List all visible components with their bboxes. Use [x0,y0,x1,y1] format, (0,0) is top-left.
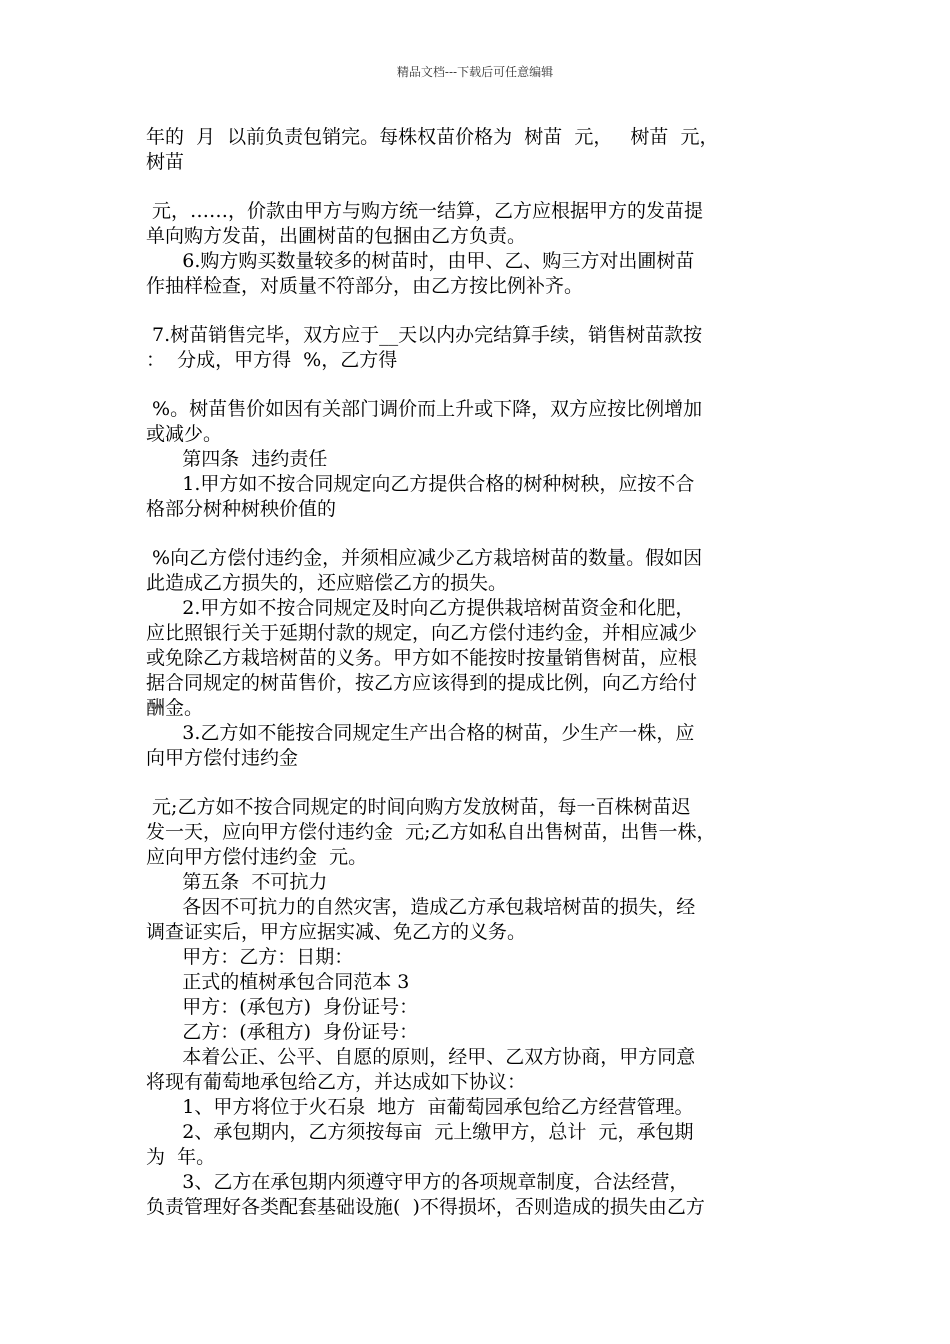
text-line: 3.乙方如不能按合同规定生产出合格的树苗，少生产一株，应 [146,722,695,744]
text-line: ： 分成，甲方得 %，乙方得 [146,349,398,371]
text-line: 为 年。 [146,1146,216,1168]
text-line: 6.购方购买数量较多的树苗时，由甲、乙、购三方对出圃树苗 [146,250,695,272]
text-line: 7.树苗销售完毕，双方应于__天以内办完结算手续，销售树苗款按 [146,324,703,346]
text-line: 发一天，应向甲方偿付违约金 元;乙方如私自出售树苗，出售一株， [146,821,716,843]
text-line: 2.甲方如不按合同规定及时向乙方提供栽培树苗资金和化肥， [146,597,695,619]
document-body [146,125,814,1220]
text-line: 调查证实后，甲方应据实减、免乙方的义务。 [146,921,527,943]
text-line: 年的 月 以前负责包销完。每株权苗价格为 树苗 元， 树苗 元， [146,126,719,148]
paragraph-gap [146,373,814,397]
page-header: 精品文档---下载后可任意编辑 [396,65,554,79]
text-line: 第四条 违约责任 [146,448,328,470]
text-line: 应向甲方偿付违约金 元。 [146,846,368,868]
text-line: 乙方：(承租方) 身份证号： [146,1021,419,1043]
text-line: 正式的植树承包合同范本 3 [146,971,410,993]
text-line: 1、甲方将位于火石泉 地方 亩葡萄园承包给乙方经营管理。 [146,1096,694,1118]
text-line: 元，……，价款由甲方与购方统一结算，乙方应根据甲方的发苗提 [146,200,704,222]
text-line: 树苗 [146,151,185,173]
text-line: 2、承包期内，乙方须按每亩 元上缴甲方，总计 元，承包期 [146,1121,694,1143]
text-line: 3、乙方在承包期内须遵守甲方的各项规章制度，合法经营， [146,1171,689,1193]
text-line: 作抽样检查，对质量不符部分，由乙方按比例补齐。 [146,275,584,297]
text-line: %。树苗售价如因有关部门调价而上升或下降，双方应按比例增加 [146,398,703,420]
text-line: 格部分树种树秧价值的 [146,498,337,520]
text-line: 甲方：乙方：日期： [146,946,354,968]
text-line: 各因不可抗力的自然灾害，造成乙方承包栽培树苗的损失，经 [146,896,696,918]
paragraph-gap [146,299,814,323]
text-line: %向乙方偿付违约金，并须相应减少乙方栽培树苗的数量。假如因 [146,547,703,569]
text-line: 或免除乙方栽培树苗的义务。甲方如不能按时按量销售树苗，应根 [146,647,698,669]
text-line: 本着公正、公平、自愿的原则，经甲、乙双方协商，甲方同意 [146,1046,696,1068]
text-line: 单向购方发苗，出圃树苗的包捆由乙方负责。 [146,225,527,247]
text-line: 甲方：(承包方) 身份证号： [146,996,419,1018]
text-line: 第五条 不可抗力 [146,871,328,893]
text-line: 或减少。 [146,423,223,445]
text-line: 据合同规定的树苗售价，按乙方应该得到的提成比例，向乙方给付 [146,672,698,694]
text-line: 负责管理好各类配套基础设施( )不得损坏，否则造成的损失由乙方 [146,1196,705,1218]
text-line: 将现有葡萄地承包给乙方，并达成如下协议： [146,1071,527,1093]
text-line: 应比照银行关于延期付款的规定，向乙方偿付违约金，并相应减少 [146,622,698,644]
text-line: 酬金。 [146,697,204,719]
paragraph-gap [146,771,814,795]
text-line: 此造成乙方损失的，还应赔偿乙方的损失。 [146,572,508,594]
paragraph-gap [146,175,814,199]
text-line: 1.甲方如不按合同规定向乙方提供合格的树种树秧，应按不合 [146,473,695,495]
text-line: 向甲方偿付违约金 [146,747,299,769]
paragraph-gap [146,522,814,546]
text-line: 元;乙方如不按合同规定的时间向购方发放树苗，每一百株树苗迟 [146,796,691,818]
